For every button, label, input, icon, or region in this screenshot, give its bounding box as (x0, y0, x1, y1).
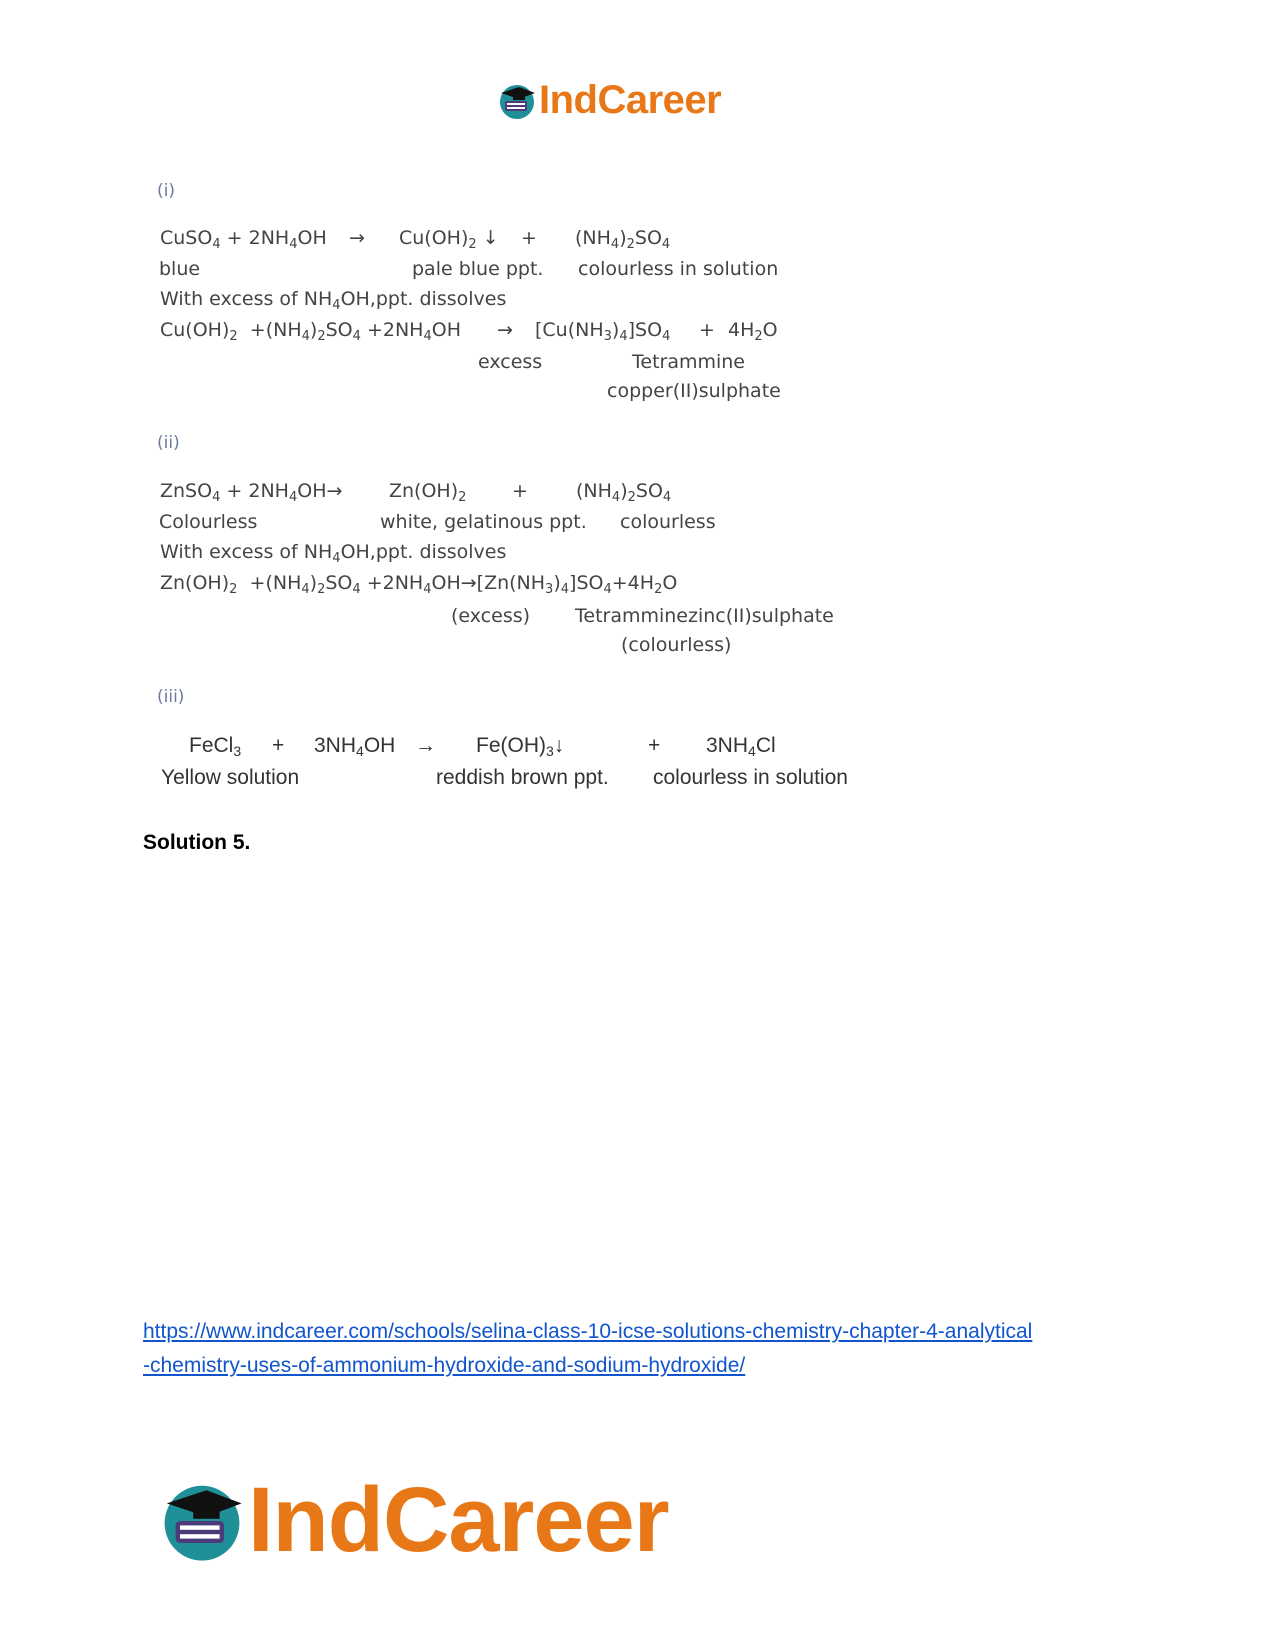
plus-i-2: + (699, 319, 715, 341)
graduation-cap-icon (158, 1477, 246, 1565)
product-ii-1: $Zn(OH)_2$ (389, 480, 467, 505)
logo-wordmark: IndCareer (539, 78, 722, 122)
header-logo (497, 78, 721, 123)
equation-i-2: $Cu(OH)_2 +(NH_4)_2SO_4 +2NH_4OH$ (160, 319, 461, 344)
desc-ii-colourless: (colourless) (621, 634, 732, 656)
solution-heading: Solution 5. (143, 831, 251, 854)
desc-ii-b: white, gelatinous ppt. (380, 511, 587, 533)
plus-i-1: + (521, 227, 537, 249)
product-i-4: $4H_2O$ (728, 319, 778, 344)
equation-ii-2: $Zn(OH)_2 +(NH_4)_2SO_4 +2NH_4OH\to[Zn(NH_3)_4]SO_4+4H_2O$ (160, 572, 678, 597)
desc-i-excess: excess (478, 351, 543, 373)
desc-i-b: pale blue ppt. (412, 258, 544, 280)
equation-i-1: CuSO$_4$ + $2NH_4OH$ (160, 227, 327, 252)
desc-i-c: colourless in solution (578, 258, 779, 280)
desc-ii-c: colourless (620, 511, 716, 533)
desc-iii-c: colourless in solution (653, 766, 848, 789)
arrow-i-2: → (497, 319, 513, 341)
product-i-1: $Cu(OH)_2$ ↓ (399, 227, 499, 252)
product-i-3: $[Cu(NH_3)_4]SO_4$ (535, 319, 671, 344)
plus-ii-1: + (512, 480, 528, 502)
desc-ii-a: Colourless (159, 511, 258, 533)
graduation-cap-icon (497, 81, 537, 121)
desc-i-tetrammine: Tetrammine (632, 351, 745, 373)
part-label-iii: (iii) (157, 687, 185, 707)
product-iii-2: $3NH_4Cl$ (706, 734, 776, 759)
source-link-line-1[interactable]: https://www.indcareer.com/schools/selina-class-10-icse-solutions-chemistry-chapter-4-analytical (143, 1320, 1033, 1343)
reactant-iii-2: $3NH_4OH$ (314, 734, 396, 759)
part-label-i: (i) (157, 181, 175, 201)
equation-ii-1: ZnSO$_4$ + $2NH_4OH\to$ (160, 480, 343, 505)
plus-iii-2: + (648, 734, 661, 757)
product-iii-1: $Fe(OH)_3↓$ (476, 734, 565, 759)
reactant-iii-1: FeCl$_3$ (189, 734, 242, 759)
part-label-ii: (ii) (157, 433, 180, 453)
footer-logo (158, 1468, 669, 1573)
excess-note-i: With excess of $NH_4OH,ppt$. dissolves (160, 288, 507, 313)
source-link-line-2[interactable]: -chemistry-uses-of-ammonium-hydroxide-and-sodium-hydroxide/ (143, 1354, 746, 1377)
footer-logo-wordmark: IndCareer (248, 1469, 669, 1571)
plus-iii-1: + (272, 734, 285, 757)
desc-ii-excess: (excess) (451, 605, 531, 627)
product-ii-2: $(NH_4)_2SO_4$ (576, 480, 672, 505)
desc-i-sulphate: copper(II)sulphate (607, 380, 781, 402)
arrow-iii: → (415, 734, 436, 757)
excess-note-ii: With excess of $NH_4OH,ppt$. dissolves (160, 541, 507, 566)
desc-ii-tetrammine: Tetramminezinc(II)sulphate (575, 605, 834, 627)
desc-iii-a: Yellow solution (161, 766, 300, 789)
desc-iii-b: reddish brown ppt. (436, 766, 609, 789)
arrow-i-1: → (349, 227, 365, 249)
desc-i-a: blue (159, 258, 201, 280)
product-i-2: $(NH_4)_2SO_4$ (575, 227, 671, 252)
